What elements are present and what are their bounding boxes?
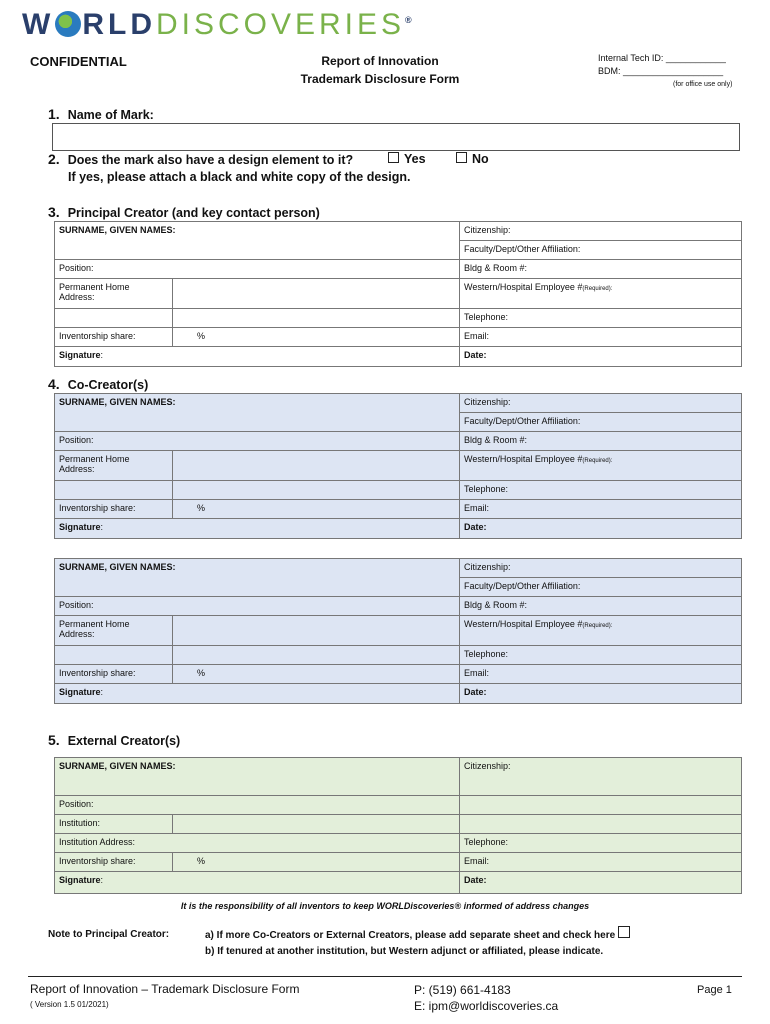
bldg-label: Bldg & Room #: <box>464 263 528 273</box>
responsibility-note: It is the responsibility of all inventors to keep WORLDiscoveries® informed of address changes <box>180 901 590 911</box>
home-line2: Address: <box>59 629 95 639</box>
surname-label: SURNAME, GIVEN NAMES: <box>59 225 176 235</box>
position-field[interactable] <box>55 597 460 616</box>
q1-label: Name of Mark: <box>67 108 154 122</box>
home-line2: Address: <box>59 464 95 474</box>
home-address-label-cont <box>55 481 173 500</box>
home-address-label <box>55 616 173 646</box>
home-address-input-2[interactable] <box>173 309 460 328</box>
telephone-field[interactable] <box>460 834 742 853</box>
footer-divider <box>28 976 742 977</box>
name-of-mark-input[interactable] <box>52 123 740 151</box>
worldiscoveries-logo <box>22 8 412 42</box>
share-label <box>55 328 173 347</box>
q2-note: If yes, please attach a black and white copy of the design. <box>68 170 411 184</box>
citizenship-label: Citizenship: <box>464 397 511 407</box>
signature-colon: : <box>100 687 104 697</box>
percent-sign: % <box>197 331 206 341</box>
logo-rld: RLD <box>82 8 156 41</box>
q5-label: External Creator(s) <box>67 734 181 748</box>
no-checkbox[interactable] <box>456 152 467 163</box>
share-input[interactable] <box>173 500 460 519</box>
q5-heading <box>48 732 180 748</box>
employee-field[interactable] <box>460 279 742 309</box>
signature-colon: : <box>100 350 104 360</box>
home-address-label <box>55 451 173 481</box>
q4-label: Co-Creator(s) <box>67 378 149 392</box>
date-field[interactable] <box>460 347 742 367</box>
email-field[interactable] <box>460 328 742 347</box>
faculty-field[interactable] <box>460 578 742 597</box>
principal-creator-table <box>54 221 742 367</box>
signature-field[interactable] <box>55 872 460 894</box>
surname-label: SURNAME, GIVEN NAMES: <box>59 761 176 771</box>
citizenship-field[interactable] <box>460 222 742 241</box>
position-label: Position: <box>59 263 94 273</box>
position-label: Position: <box>59 600 94 610</box>
q3-heading <box>48 204 320 220</box>
institution-text: Institution: <box>59 818 101 828</box>
employee-label: Western/Hospital Employee # <box>464 619 583 629</box>
faculty-field[interactable] <box>460 241 742 260</box>
q4-heading <box>48 376 148 392</box>
position-field[interactable] <box>55 796 460 815</box>
note-b: b) If tenured at another institution, but Western adjunct or affiliated, please indicate. <box>205 946 604 957</box>
citizenship-field[interactable] <box>460 394 742 413</box>
q5-number: 5. <box>48 732 60 748</box>
telephone-field[interactable] <box>460 646 742 665</box>
email-label: Email: <box>464 503 490 513</box>
signature-label: Signature <box>59 875 101 885</box>
percent-sign: % <box>197 856 206 866</box>
q4-number: 4. <box>48 376 60 392</box>
title-line1: Report of Innovation <box>321 54 439 68</box>
signature-colon: : <box>100 522 104 532</box>
date-field[interactable] <box>460 684 742 704</box>
employee-label: Western/Hospital Employee # <box>464 454 583 464</box>
footer-contact <box>414 982 558 1014</box>
telephone-field[interactable] <box>460 481 742 500</box>
office-only-note: (for office use only) <box>673 81 733 88</box>
q3-number: 3. <box>48 204 60 220</box>
institution-address-label: Institution Address: <box>59 837 136 847</box>
email-label: Email: <box>464 856 490 866</box>
email-field[interactable] <box>460 500 742 519</box>
blank-field-1[interactable] <box>460 796 742 815</box>
bldg-field[interactable] <box>460 260 742 279</box>
note-a <box>205 926 635 944</box>
q1-number: 1. <box>48 106 60 122</box>
percent-sign: % <box>197 668 206 678</box>
date-field[interactable] <box>460 872 742 894</box>
share-input[interactable] <box>173 665 460 684</box>
home-line1: Permanent Home <box>59 619 130 629</box>
share-input[interactable] <box>173 853 460 872</box>
footer-phone: P: (519) 661-4183 <box>414 983 511 997</box>
bldg-field[interactable] <box>460 432 742 451</box>
yes-label: Yes <box>404 152 426 166</box>
date-label: Date: <box>464 350 487 360</box>
home-line1: Permanent Home <box>59 282 130 292</box>
date-label: Date: <box>464 522 487 532</box>
note-label: Note to Principal Creator: <box>48 929 170 940</box>
share-text: Inventorship share: <box>59 668 136 678</box>
home-address-input[interactable] <box>173 451 460 481</box>
telephone-label: Telephone: <box>464 312 509 322</box>
position-label: Position: <box>59 435 94 445</box>
share-text: Inventorship share: <box>59 331 136 341</box>
citizenship-field[interactable] <box>460 758 742 796</box>
note-items <box>205 926 635 960</box>
bldg-field[interactable] <box>460 597 742 616</box>
institution-address-field[interactable] <box>55 834 460 853</box>
surname-field[interactable] <box>55 394 460 432</box>
percent-sign: % <box>197 503 206 513</box>
share-input[interactable] <box>173 328 460 347</box>
bldg-label: Bldg & Room #: <box>464 435 528 445</box>
position-label: Position: <box>59 799 94 809</box>
bdm-field[interactable]: BDM: ____________________ <box>598 66 724 76</box>
external-creator-table <box>54 757 742 894</box>
date-field[interactable] <box>460 519 742 539</box>
yes-option[interactable] <box>388 152 426 166</box>
signature-label: Signature <box>59 687 101 697</box>
footer-form-name: Report of Innovation – Trademark Disclosure Form <box>30 982 300 996</box>
footer-version: ( Version 1.5 01/2021) <box>30 1000 109 1009</box>
home-line1: Permanent Home <box>59 454 130 464</box>
citizenship-label: Citizenship: <box>464 761 511 771</box>
surname-label: SURNAME, GIVEN NAMES: <box>59 562 176 572</box>
q3-label: Principal Creator (and key contact person) <box>67 206 320 220</box>
faculty-label: Faculty/Dept/Other Affiliation: <box>464 581 581 591</box>
signature-field[interactable] <box>55 519 460 539</box>
institution-input[interactable] <box>173 815 460 834</box>
telephone-label: Telephone: <box>464 649 509 659</box>
email-label: Email: <box>464 331 490 341</box>
employee-field[interactable] <box>460 616 742 646</box>
blank-field-2[interactable] <box>460 815 742 834</box>
email-field[interactable] <box>460 665 742 684</box>
date-label: Date: <box>464 687 487 697</box>
co-creator-table-1 <box>54 393 742 539</box>
email-label: Email: <box>464 668 490 678</box>
surname-field[interactable] <box>55 758 460 796</box>
citizenship-label: Citizenship: <box>464 225 511 235</box>
home-address-input[interactable] <box>173 616 460 646</box>
signature-field[interactable] <box>55 347 460 367</box>
position-field[interactable] <box>55 260 460 279</box>
surname-field[interactable] <box>55 559 460 597</box>
employee-label: Western/Hospital Employee # <box>464 282 583 292</box>
confidential-label: CONFIDENTIAL <box>30 54 127 69</box>
employee-field[interactable] <box>460 451 742 481</box>
citizenship-label: Citizenship: <box>464 562 511 572</box>
telephone-label: Telephone: <box>464 484 509 494</box>
signature-colon: : <box>100 875 104 885</box>
share-text: Inventorship share: <box>59 856 136 866</box>
faculty-label: Faculty/Dept/Other Affiliation: <box>464 416 581 426</box>
office-use-block <box>598 52 732 91</box>
q1-heading <box>48 106 154 122</box>
home-address-label <box>55 279 173 309</box>
title-line2: Trademark Disclosure Form <box>300 72 460 86</box>
telephone-field[interactable] <box>460 309 742 328</box>
required-label: (Required): <box>582 623 613 629</box>
signature-label: Signature <box>59 350 101 360</box>
home-address-input-2[interactable] <box>173 481 460 500</box>
internal-tech-id[interactable]: Internal Tech ID: ____________ <box>598 53 726 63</box>
faculty-label: Faculty/Dept/Other Affiliation: <box>464 244 581 254</box>
telephone-label: Telephone: <box>464 837 509 847</box>
home-address-label-cont <box>55 646 173 665</box>
citizenship-field[interactable] <box>460 559 742 578</box>
more-creators-checkbox[interactable] <box>618 926 630 938</box>
institution-label <box>55 815 173 834</box>
yes-checkbox[interactable] <box>388 152 399 163</box>
share-text: Inventorship share: <box>59 503 136 513</box>
no-option[interactable] <box>456 152 489 166</box>
share-label <box>55 853 173 872</box>
footer-page: Page 1 <box>697 984 732 996</box>
logo-reg: ® <box>405 15 412 25</box>
q2-heading <box>48 151 353 167</box>
home-address-input-2[interactable] <box>173 646 460 665</box>
logo-w: W <box>22 8 55 41</box>
home-address-label-cont <box>55 309 173 328</box>
share-label <box>55 500 173 519</box>
surname-label: SURNAME, GIVEN NAMES: <box>59 397 176 407</box>
q2-number: 2. <box>48 151 60 167</box>
globe-icon <box>55 11 81 37</box>
share-label <box>55 665 173 684</box>
surname-field[interactable] <box>55 222 460 260</box>
home-address-input[interactable] <box>173 279 460 309</box>
signature-label: Signature <box>59 522 101 532</box>
faculty-field[interactable] <box>460 413 742 432</box>
footer-email[interactable]: E: ipm@worldiscoveries.ca <box>414 999 559 1013</box>
required-label: (Required): <box>582 286 613 292</box>
position-field[interactable] <box>55 432 460 451</box>
required-label: (Required): <box>582 458 613 464</box>
home-line2: Address: <box>59 292 95 302</box>
signature-field[interactable] <box>55 684 460 704</box>
co-creator-table-2 <box>54 558 742 704</box>
date-label: Date: <box>464 875 487 885</box>
note-a-text: a) If more Co-Creators or External Creators, please add separate sheet and check here <box>205 930 616 941</box>
form-title <box>290 52 470 88</box>
logo-discoveries: DISCOVERIES <box>155 8 406 41</box>
no-label: No <box>472 152 489 166</box>
q2-label: Does the mark also have a design element to it? <box>67 153 354 167</box>
bldg-label: Bldg & Room #: <box>464 600 528 610</box>
email-field[interactable] <box>460 853 742 872</box>
